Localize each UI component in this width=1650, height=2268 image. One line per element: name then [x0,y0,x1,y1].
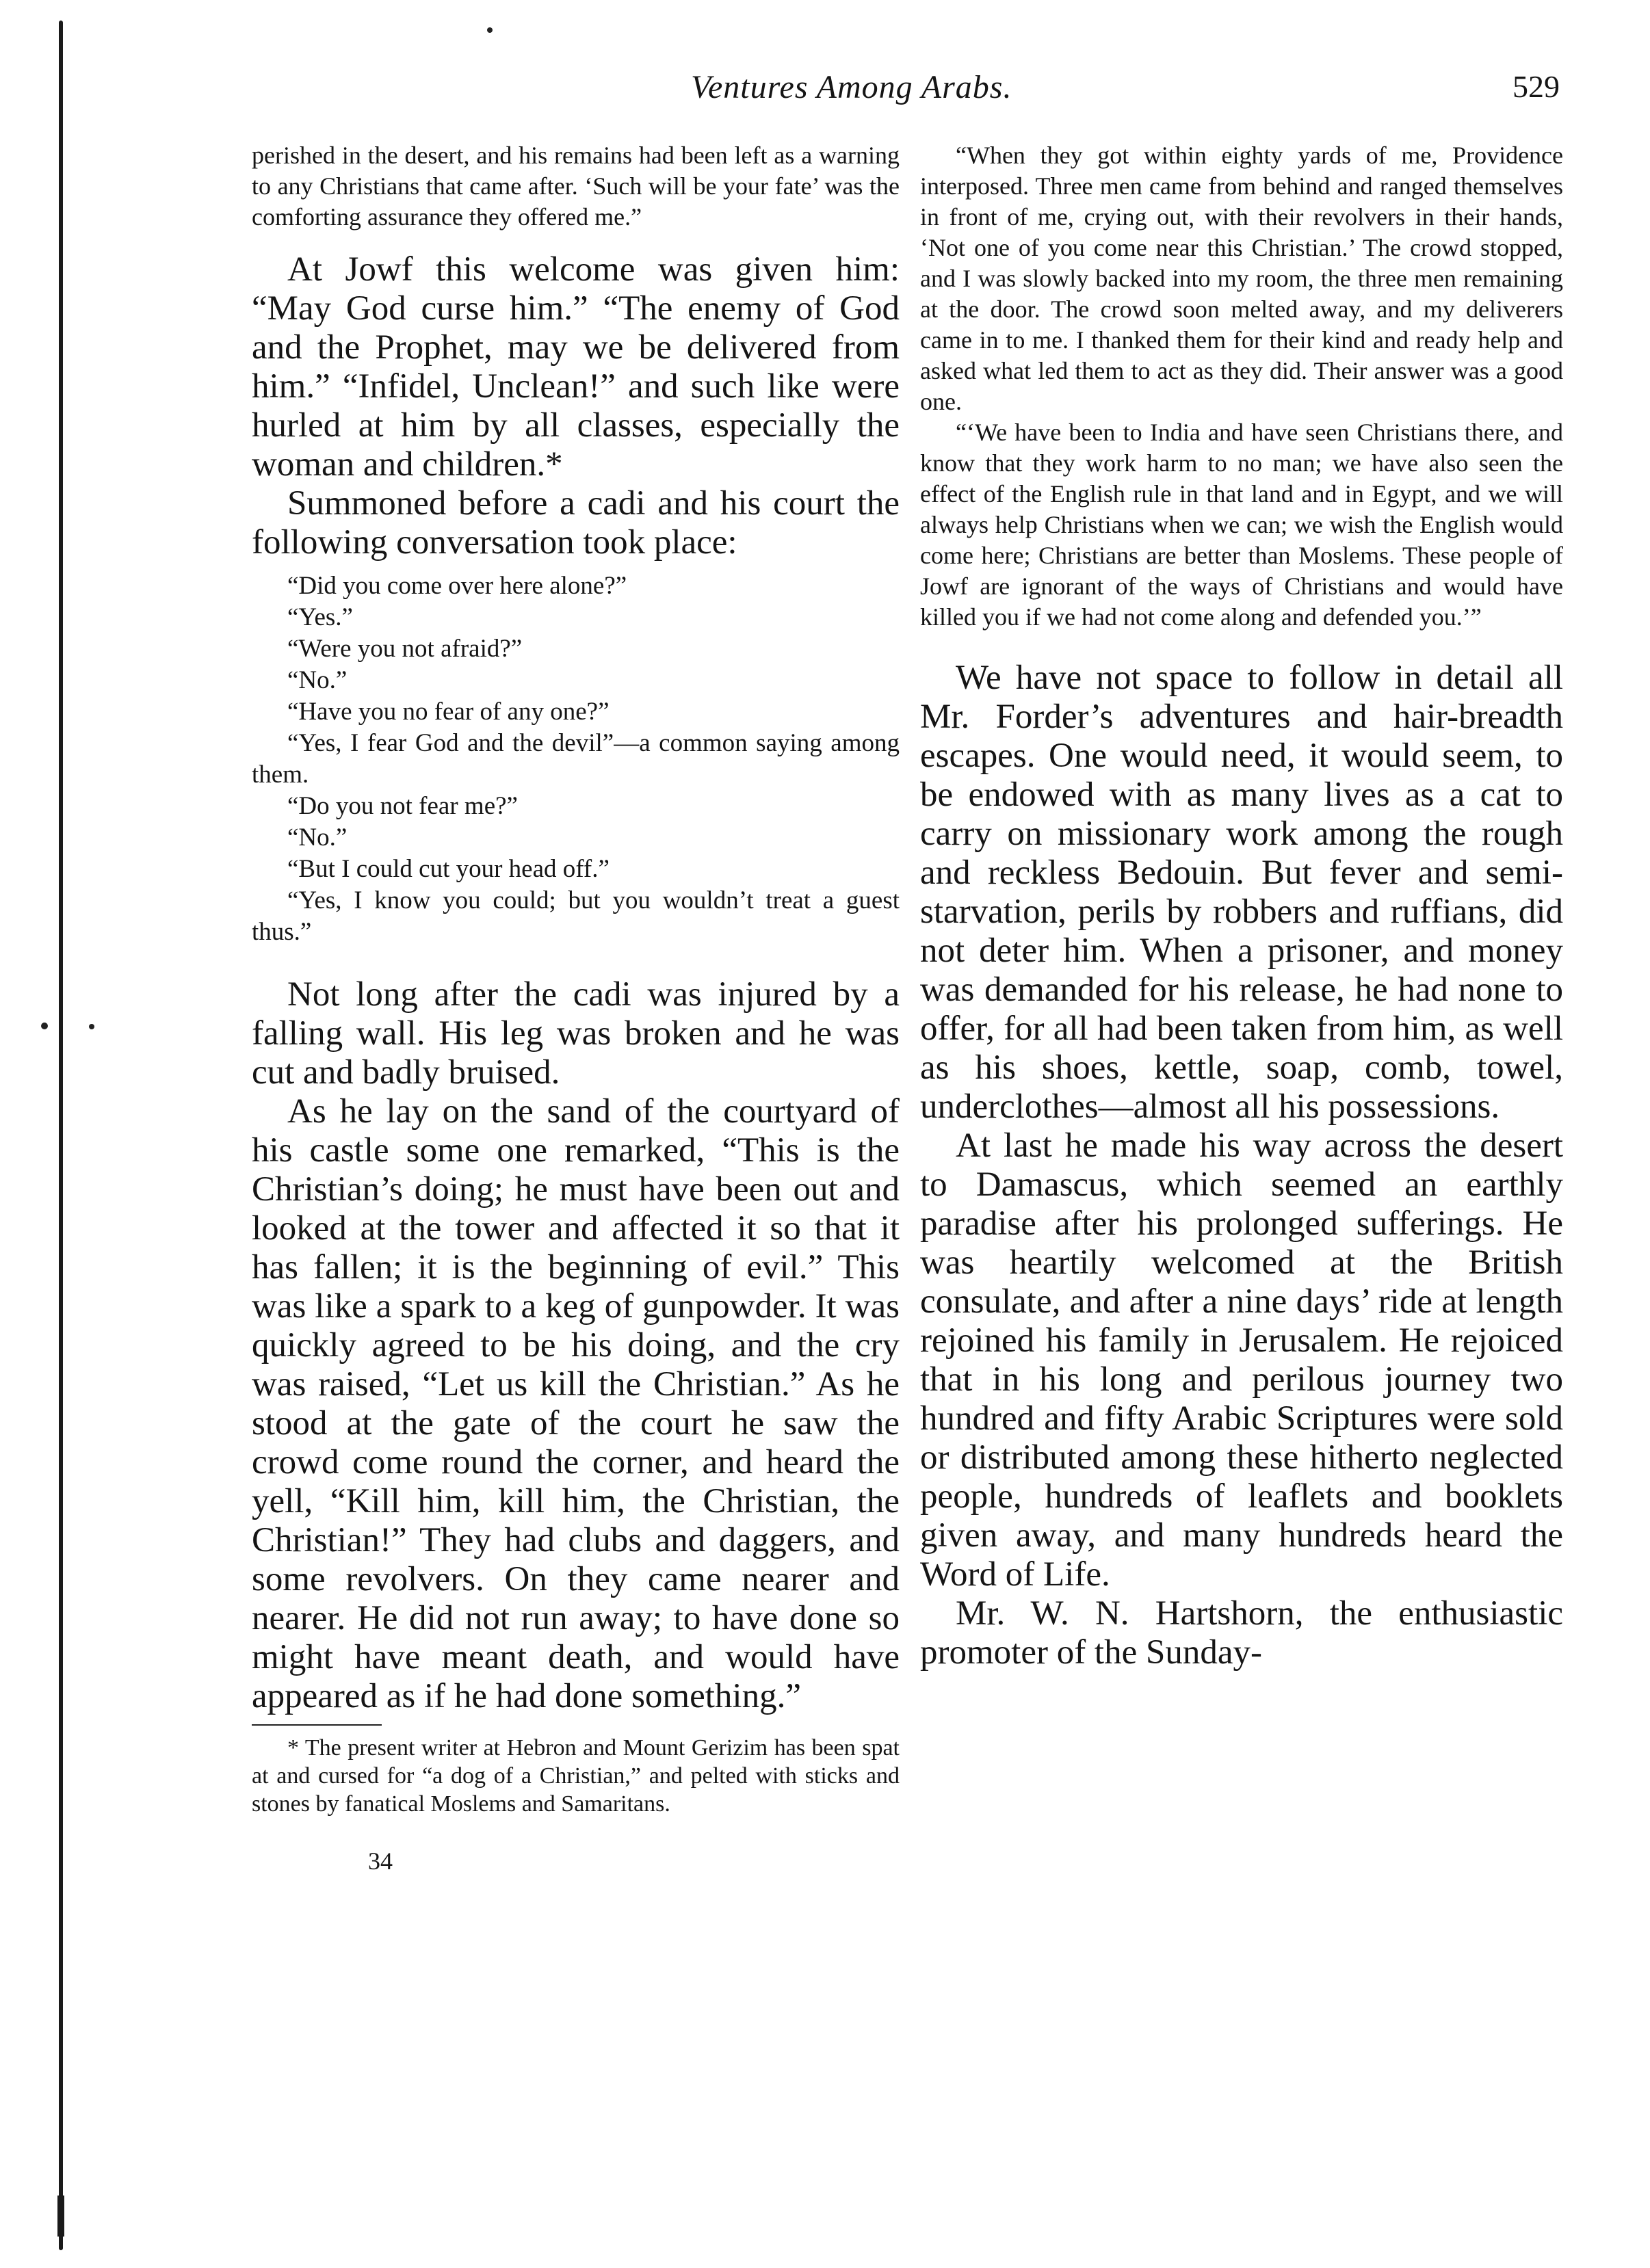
footnote-rule [252,1724,382,1726]
dialogue-line: “No.” [287,666,348,694]
binding-bottom-mark [57,2196,64,2237]
left-column [252,140,900,1875]
signature-mark: 34 [368,1847,393,1875]
dialogue-block [252,570,900,948]
dialogue-line: “Yes, I know you could; but you wouldn’t treat a guest thus.” [252,886,900,946]
dialogue-line: “Yes.” [287,603,353,631]
page-number: 529 [1512,69,1560,104]
dialogue-line: “Yes, I fear God and the devil”—a common saying among them. [252,729,900,789]
india-quote: “‘We have been to India and have seen Christians there, and know that they work harm to no man; we have also seen the effect of the English rule in that land and in Egypt, and we will always help Christians when we can; we wish the English would come here; Christians are better than Moslems. These people of Jowf are ignorant of the ways of Christians and would have killed you if we had not come along and defended you.’” [920,419,1563,631]
dialogue-line: “But I could cut your head off.” [287,855,610,883]
footnote-text: * The present writer at Hebron and Mount Gerizim has been spat at and cursed for “a dog of a Christian,” and pelted with sticks and stones by fanatical Moslems and Samaritans. [252,1735,900,1817]
right-column [920,140,1563,1672]
dialogue-line: “Have you no fear of any one?” [287,698,610,726]
binding-dot [487,27,493,33]
damascus-paragraph: At last he made his way across the desert to Damascus, which seemed an earthly paradise after his prolonged sufferings. He was heartily welcomed at the British consulate, and after a nine days’ ride at length rejoined his family in Jerusalem. He rejoiced that in his long and perilous journey two hundred and fifty Arabic Scriptures were sold or distributed among these hitherto neglected people, hundreds of leaflets and booklets given away, and many hundreds heard the Word of Life. [920,1126,1563,1594]
not-long-after-paragraph: Not long after the cadi was injured by a falling wall. His leg was broken and he was cut and badly bruised. [252,975,900,1092]
dialogue-line: “Do you not fear me?” [287,792,518,820]
as-he-lay-paragraph: As he lay on the sand of the courtyard of his castle some one remarked, “This is the Christian’s doing; he must have been out and looked at the tower and affected it so that it has fallen; it is the beginning of evil.” This was like a spark to a keg of gunpowder. It was quickly agreed to be his doing, and the cry was raised, “Let us kill the Christian.” As he stood at the gate of the court he saw the crowd come round the corner, and heard the yell, “Kill him, kill him, the Christian, the Christian!” They had clubs and daggers, and some revolvers. On they came nearer and nearer. He did not run away; to have done so might have meant death, and would have appeared as if he had done something.” [252,1092,900,1715]
dialogue-line: “Were you not afraid?” [287,635,523,663]
jowf-paragraph: At Jowf this welcome was given him: “May God curse him.” “The enemy of God and the Prophet, may we be delivered from him.” “Infidel, Unclean!” and such like were hurled at him by all classes, especially the woman and children.* [252,250,900,484]
dialogue-line: “No.” [287,823,348,852]
binding-dot [41,1023,48,1029]
eighty-yards-quote: “When they got within eighty yards of me, Providence interposed. Three men came from behind and ranged themselves in front of me, crying out, with their revolvers in their hands, ‘Not one of you come near this Christian.’ The crowd stopped, and I was slowly backed into my room, the three men remaining at the door. The crowd soon melted away, and my deliverers came in to me. I thanked them for their kind and ready help and asked what led them to act as they did. Their answer was a good one. [920,142,1563,415]
footnote [252,1734,900,1818]
binding-dot [89,1024,94,1029]
page-header [260,68,1560,123]
dialogue-line: “Did you come over here alone?” [287,572,627,600]
page-binding-edge [59,21,63,2250]
running-title: Ventures Among Arabs. [691,69,1012,105]
hartshorn-paragraph: Mr. W. N. Hartshorn, the enthusiastic promoter of the Sunday- [920,1594,1563,1672]
no-space-paragraph: We have not space to follow in detail all Mr. Forder’s adventures and hair-breadth escapes. One would need, it would seem, to be endowed with as many lives as a cat to carry on missionary work among the rough and reckless Bedouin. But fever and semi-starvation, perils by robbers and ruffians, did not deter him. When a prisoner, and money was demanded for his release, he had none to offer, for all had been taken from him, as well as his shoes, kettle, soap, comb, towel, underclothes—almost all his possessions. [920,659,1563,1126]
opening-quote-paragraph: perished in the desert, and his remains had been left as a warning to any Christians that came after. ‘Such will be your fate’ was the comforting assurance they offered me.” [252,142,900,230]
summoned-paragraph: Summoned before a cadi and his court the following conversation took place: [252,484,900,562]
